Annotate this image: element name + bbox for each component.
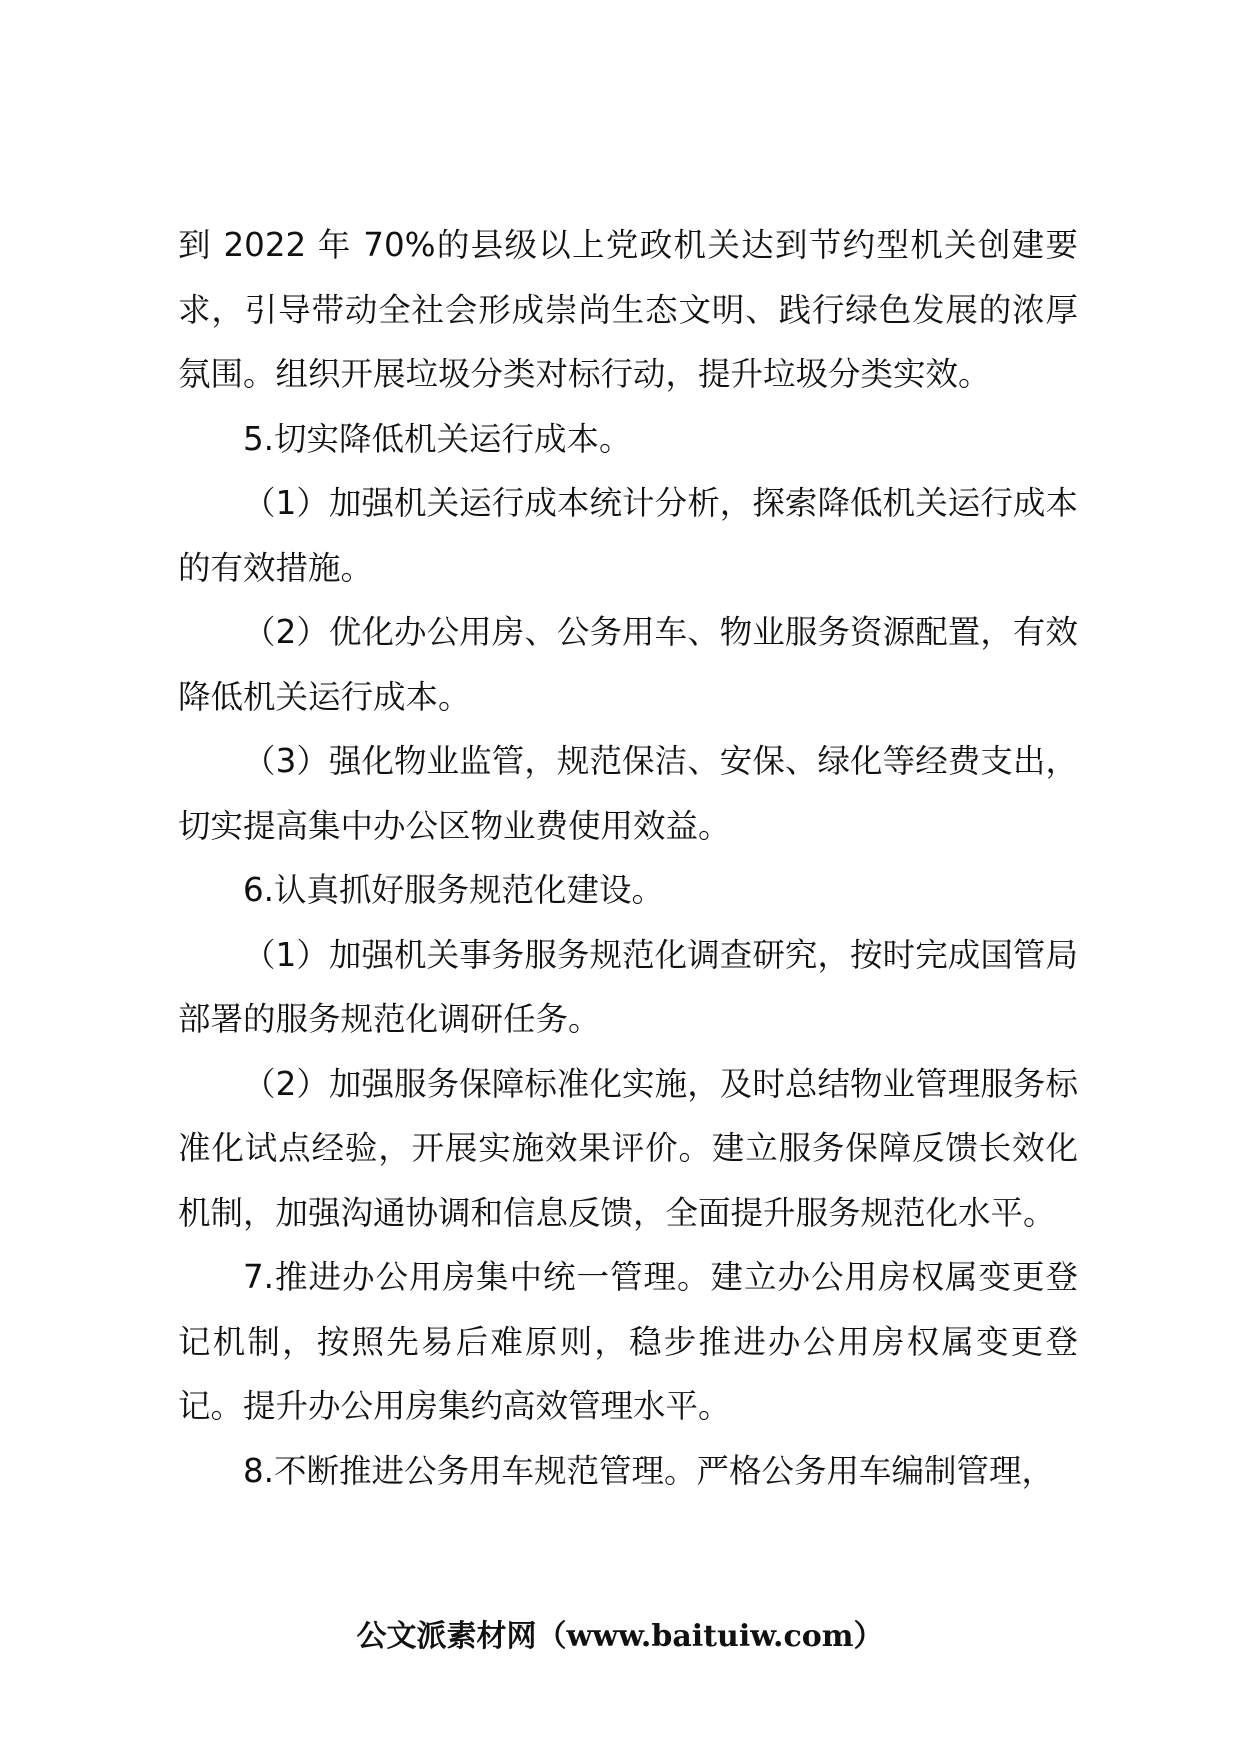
paragraph-7: （1）加强机关事务服务规范化调查研究，按时完成国管局部署的服务规范化调研任务。	[178, 935, 1078, 1038]
footer-watermark: 公文派素材网（www.baituiw.com）	[356, 1619, 884, 1654]
paragraph-5: （3）强化物业监管，规范保洁、安保、绿化等经费支出，切实提高集中办公区物业费使用效益。	[178, 742, 1078, 845]
paragraph-8: （2）加强服务保障标准化实施，及时总结物业管理服务标准化试点经验，开展实施效果评价。建立服务保障反馈长效化机制，加强沟通协调和信息反馈，全面提升服务规范化水平。	[178, 1064, 1078, 1232]
paragraph-10: 8.不断推进公务用车规范管理。严格公务用车编制管理，	[243, 1451, 1055, 1490]
paragraph-6: 6.认真抓好服务规范化建设。	[243, 871, 665, 909]
paragraph-3: （1）加强机关运行成本统计分析，探索降低机关运行成本的有效措施。	[178, 484, 1078, 587]
paragraph-1: 到 2022 年 70%的县级以上党政机关达到节约型机关创建要求，引导带动全社会形成崇尚生态文明、践行绿色发展的浓厚氛围。组织开展垃圾分类对标行动，提升垃圾分类实效。	[178, 226, 1078, 393]
paragraph-4: （2）优化办公用房、公务用车、物业服务资源配置，有效降低机关运行成本。	[178, 613, 1078, 716]
body-text	[178, 213, 1078, 1503]
paragraph-9: 7.推进办公用房集中统一管理。建立办公用房权属变更登记机制，按照先易后难原则，稳步推进办公用房权属变更登记。提升办公用房集约高效管理水平。	[178, 1258, 1078, 1425]
paragraph-2: 5.切实降低机关运行成本。	[243, 419, 632, 458]
